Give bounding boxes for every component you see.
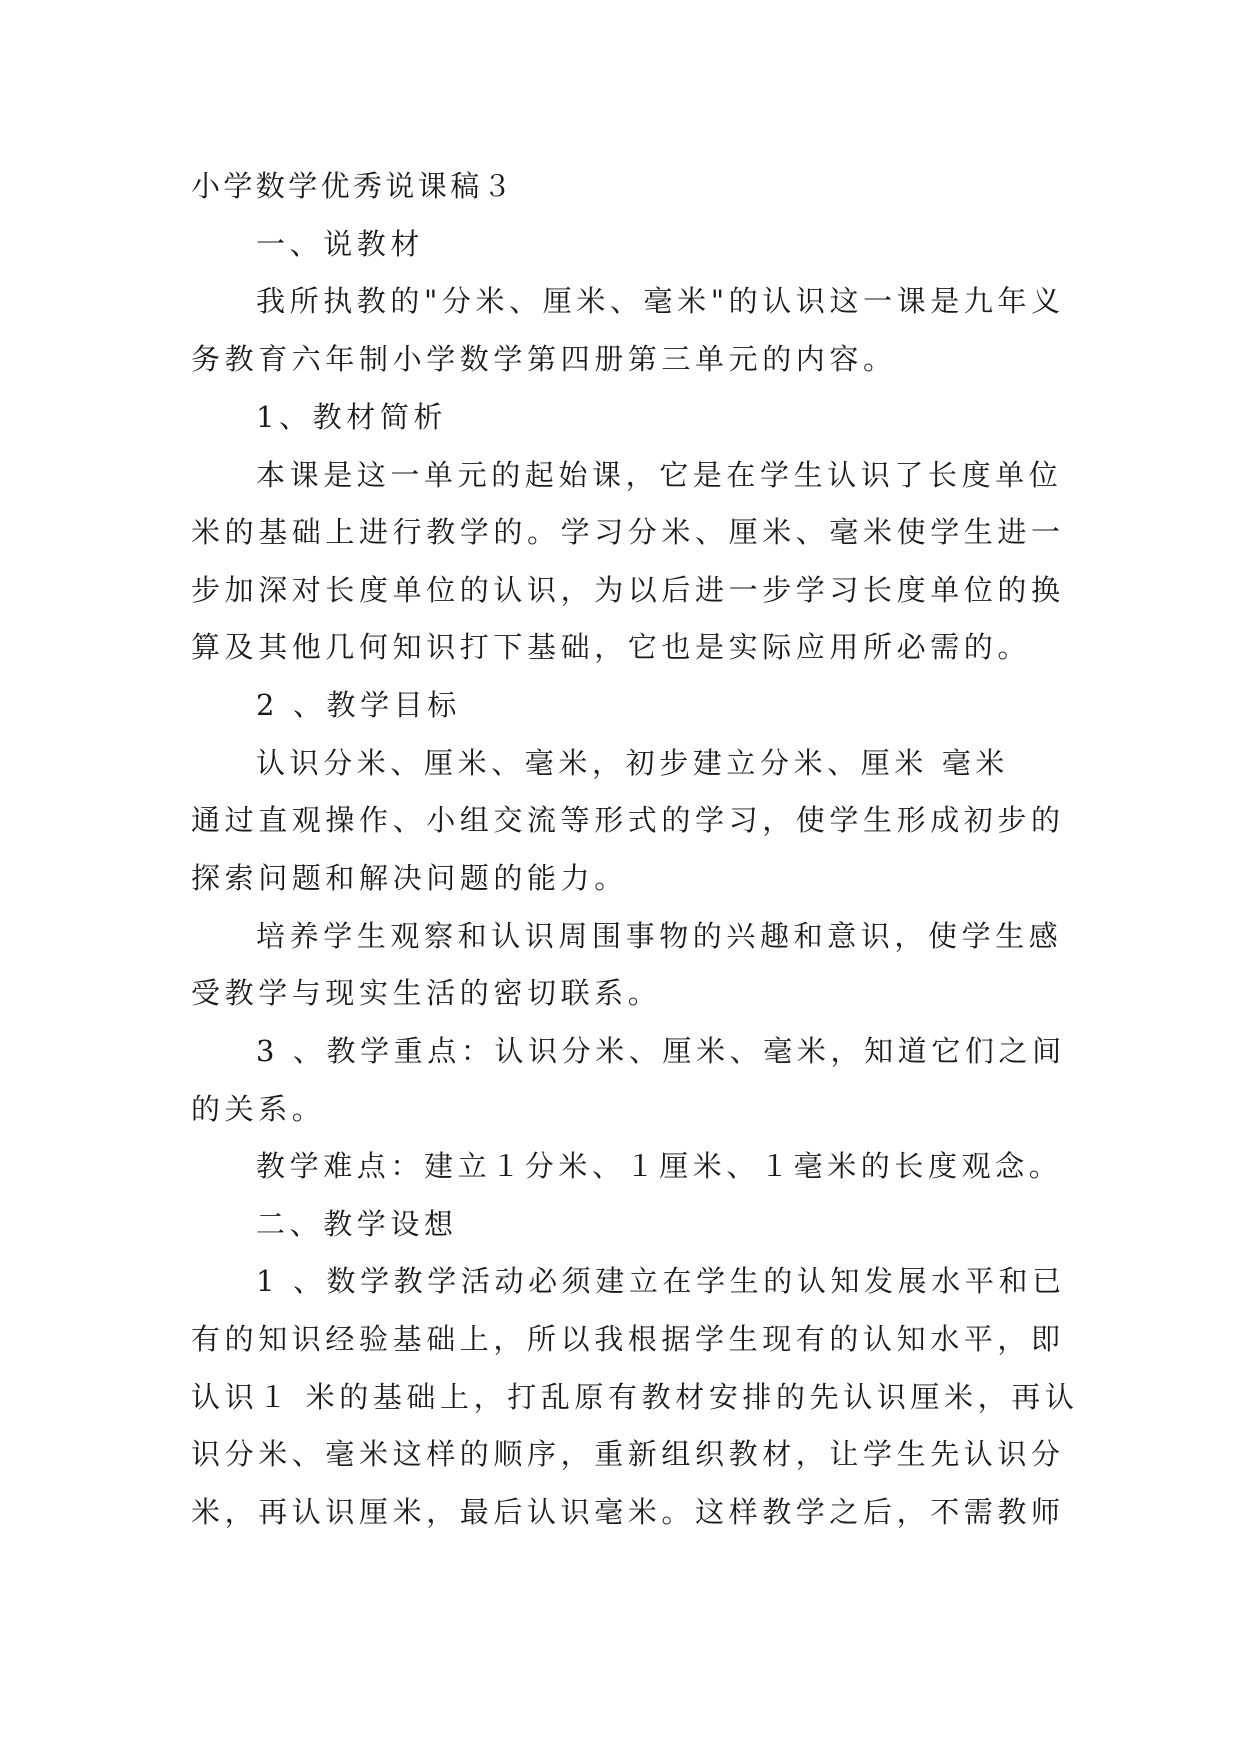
paragraph-line: 米，再认识厘米，最后认识毫米。这样教学之后，不需教师 (191, 1495, 1065, 1529)
paragraph-line: 算及其他几何知识打下基础，它也是实际应用所必需的。 (191, 630, 1032, 664)
paragraph-line: 识分米、毫米这样的顺序，重新组织教材，让学生先认识分 (191, 1437, 1065, 1471)
subsection-heading: 1、教材简析 (256, 400, 448, 434)
paragraph-line: 务教育六年制小学数学第四册第三单元的内容。 (191, 342, 897, 376)
subsection-heading: 2 、教学目标 (256, 688, 461, 722)
paragraph-line: 培养学生观察和认识周围事物的兴趣和意识，使学生感 (256, 919, 1063, 953)
paragraph-line: 步加深对长度单位的认识，为以后进一步学习长度单位的换 (191, 573, 1065, 607)
paragraph-line: 认识分米、厘米、毫米，初步建立分米、厘米 毫米 (256, 746, 1010, 780)
paragraph-line: 1 、数学教学活动必须建立在学生的认知发展水平和已 (256, 1264, 1066, 1298)
paragraph-line: 教学难点：建立１分米、１厘米、１毫米的长度观念。 (256, 1149, 1063, 1183)
paragraph-line: 的关系。 (191, 1092, 326, 1126)
paragraph-line: 3 、教学重点：认识分米、厘米、毫米，知道它们之间 (256, 1034, 1066, 1068)
paragraph-line: 我所执教的"分米、厘米、毫米"的认识这一课是九年义 (256, 284, 1065, 318)
section-heading: 二、教学设想 (256, 1207, 458, 1241)
paragraph-line: 有的知识经验基础上，所以我根据学生现有的认知水平，即 (191, 1322, 1065, 1356)
paragraph-line: 米的基础上进行教学的。学习分米、厘米、毫米使学生进一 (191, 515, 1065, 549)
paragraph-line: 探索问题和解决问题的能力。 (191, 861, 628, 895)
document-title: 小学数学优秀说课稿３ (191, 169, 516, 203)
paragraph-line: 通过直观操作、小组交流等形式的学习，使学生形成初步的 (191, 803, 1065, 837)
paragraph-line: 本课是这一单元的起始课，它是在学生认识了长度单位 (256, 458, 1063, 492)
paragraph-line: 受教学与现实生活的密切联系。 (191, 976, 662, 1010)
section-heading: 一、说教材 (256, 227, 425, 261)
paragraph-line: 认识１ 米的基础上，打乱原有教材安排的先认识厘米，再认 (191, 1380, 1079, 1414)
